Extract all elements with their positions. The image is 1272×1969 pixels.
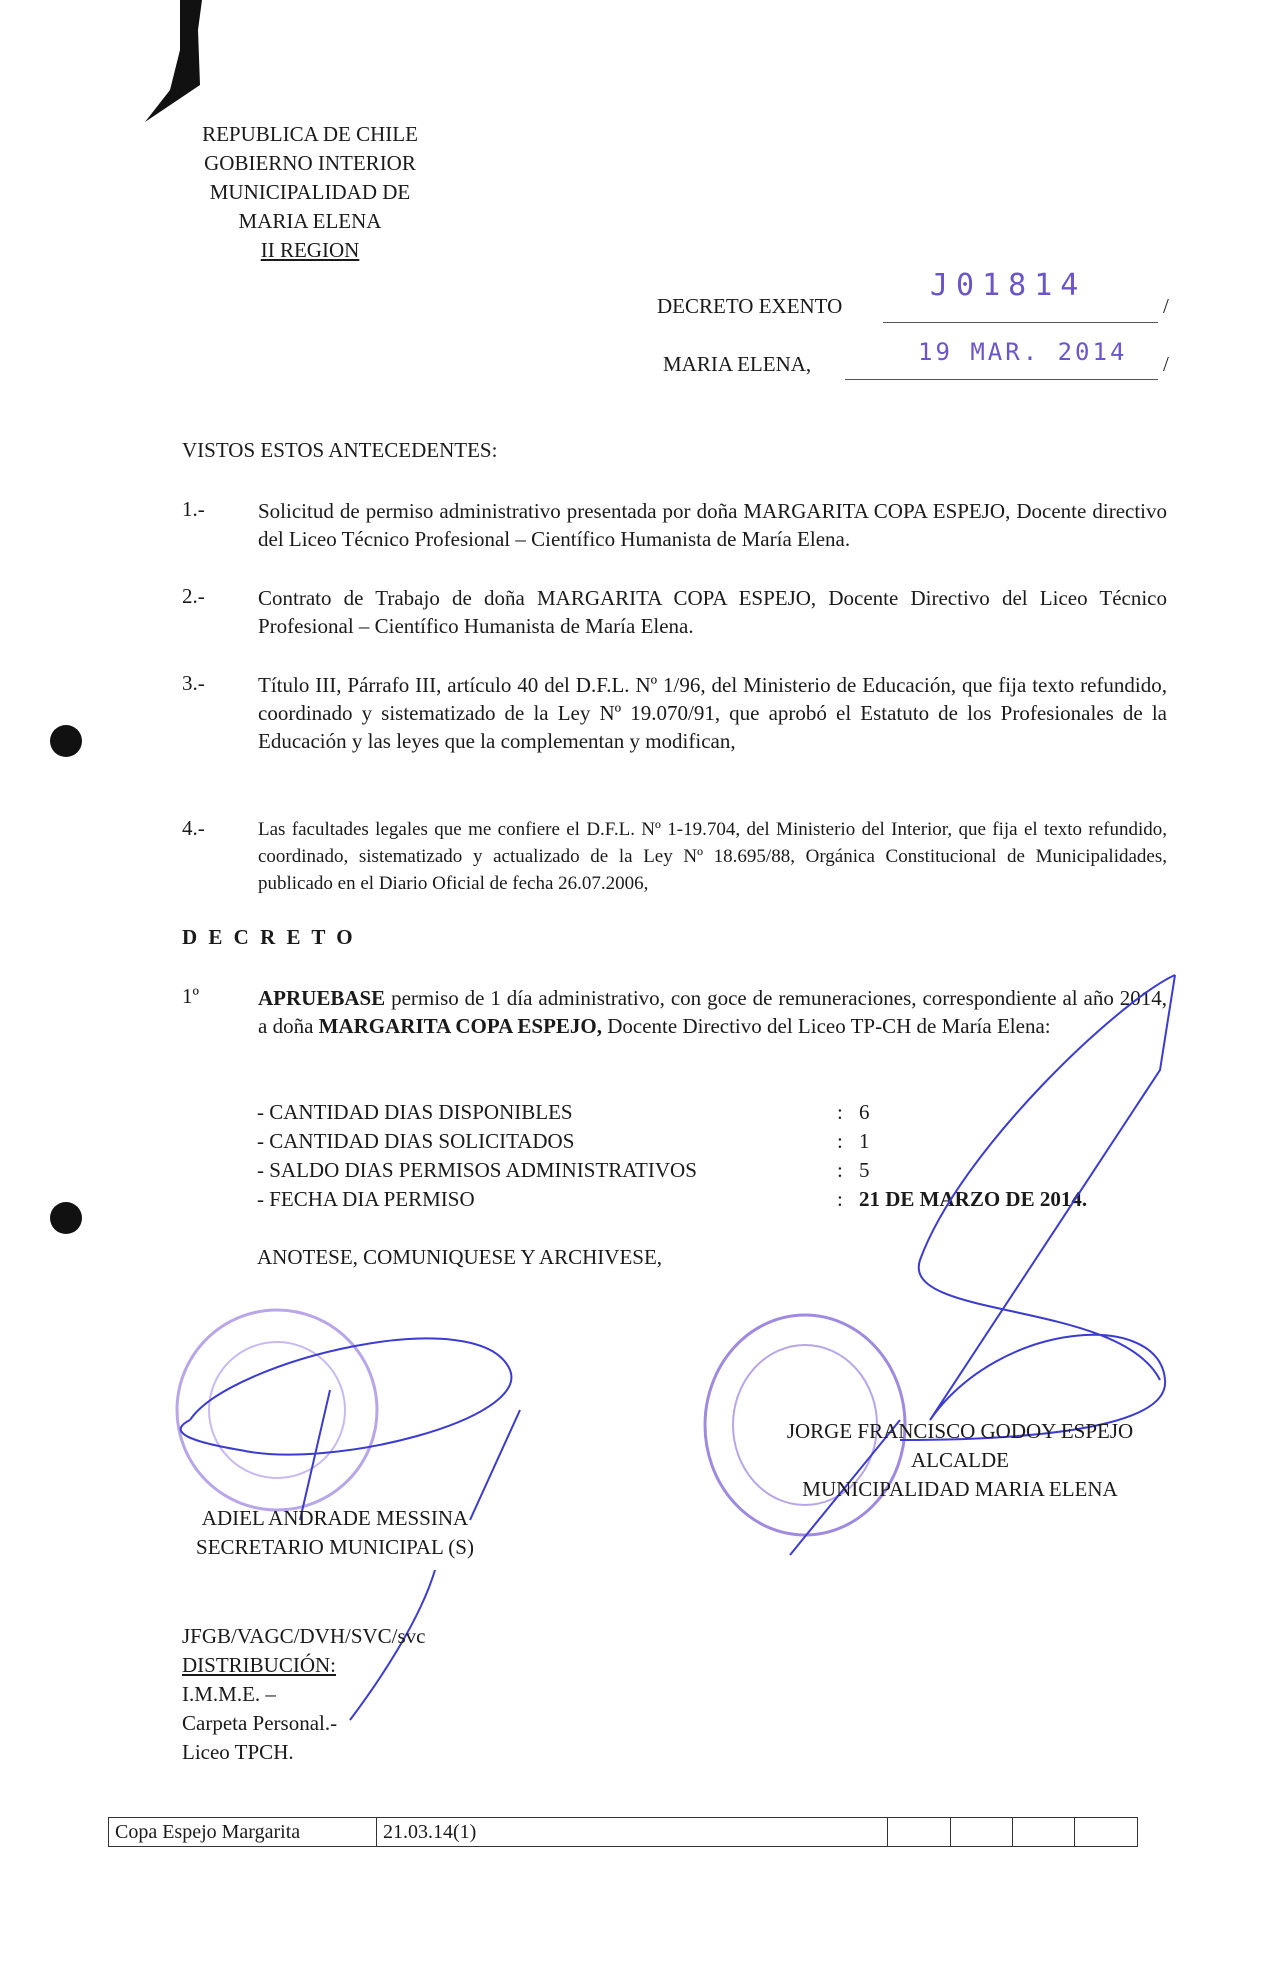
colon: : — [837, 1100, 843, 1124]
detail-label: - SALDO DIAS PERMISOS ADMINISTRATIVOS — [257, 1158, 697, 1182]
header-line: GOBIERNO INTERIOR — [204, 151, 416, 175]
item-number: 4.- — [182, 816, 205, 840]
item-number: 2.- — [182, 584, 205, 608]
permit-details — [257, 1098, 1157, 1214]
article-number: 1º — [182, 984, 200, 1008]
place-label: MARIA ELENA, — [663, 352, 812, 376]
header-line: MARIA ELENA — [238, 209, 382, 233]
table-cell — [950, 1818, 1012, 1847]
signer-organization: MUNICIPALIDAD MARIA ELENA — [802, 1477, 1118, 1501]
item-text: Solicitud de permiso administrativo presentada por doña MARGARITA COPA ESPEJO, Docente directivo del Liceo Técnico Profesional – Científico Humanista de María Elena. — [258, 499, 1167, 551]
slash: / — [1163, 352, 1169, 376]
vistos-title: VISTOS ESTOS ANTECEDENTES: — [182, 438, 498, 462]
signer-title: ALCALDE — [911, 1448, 1009, 1472]
detail-value: 21 DE MARZO DE 2014. — [859, 1187, 1088, 1211]
vistos-item — [182, 584, 1167, 640]
colon: : — [837, 1129, 843, 1153]
mayor-signature-block — [740, 1417, 1180, 1504]
header-line: REPUBLICA DE CHILE — [202, 122, 418, 146]
table-cell — [1075, 1818, 1138, 1847]
detail-value: 1 — [859, 1129, 870, 1153]
distribution-item: Liceo TPCH. — [182, 1740, 294, 1764]
decree-number-stamp: J01814 — [930, 268, 1087, 303]
distribution-title: DISTRIBUCIÓN: — [182, 1653, 337, 1677]
decreto-title: D E C R E T O — [182, 925, 356, 949]
table-cell — [888, 1818, 950, 1847]
colon: : — [837, 1158, 843, 1182]
item-text: Título III, Párrafo III, artículo 40 del D.F.L. Nº 1/96, del Ministerio de Educación, que fija texto refundido, coordinado y sistematizado de la Ley Nº 19.070/91, que aprobó el Estatuto de los Profesionales de la Educación y las leyes que la complementan y modifican, — [258, 673, 1167, 753]
approve-keyword: APRUEBASE — [258, 986, 386, 1010]
decreto-article — [182, 984, 1167, 1040]
header-line: MUNICIPALIDAD DE — [209, 180, 411, 204]
closing-formula: ANOTESE, COMUNIQUESE Y ARCHIVESE, — [257, 1245, 663, 1269]
item-number: 3.- — [182, 671, 205, 695]
table-cell — [1013, 1818, 1075, 1847]
table-cell: 21.03.14(1) — [377, 1818, 888, 1847]
binder-hole — [50, 1202, 82, 1234]
item-text: Contrato de Trabajo de doña MARGARITA COPA ESPEJO, Docente Directivo del Liceo Técnico Profesional – Científico Humanista de María Elena. — [258, 586, 1167, 638]
decree-number-line — [883, 322, 1158, 323]
distribution-item: I.M.M.E. – — [182, 1682, 276, 1706]
secretary-signature-block — [150, 1504, 520, 1562]
signer-name: JORGE FRANCISCO GODOY ESPEJO — [786, 1419, 1134, 1443]
vistos-item — [182, 497, 1167, 553]
detail-label: - FECHA DIA PERMISO — [257, 1187, 475, 1211]
article-text: permiso de 1 día administrativo, con goce de remuneraciones, correspondiente al año 2014, a doña — [258, 986, 1167, 1038]
reference-initials: JFGB/VAGC/DVH/SVC/svc — [182, 1624, 426, 1648]
distribution-item: Carpeta Personal.- — [182, 1711, 338, 1735]
table-cell: Copa Espejo Margarita — [109, 1818, 377, 1847]
binder-hole — [50, 725, 82, 757]
vistos-item — [182, 671, 1167, 755]
detail-label: - CANTIDAD DIAS DISPONIBLES — [257, 1100, 573, 1124]
detail-value: 6 — [859, 1100, 870, 1124]
decree-label: DECRETO EXENTO — [657, 294, 843, 318]
detail-label: - CANTIDAD DIAS SOLICITADOS — [257, 1129, 575, 1153]
signer-name: ADIEL ANDRADE MESSINA — [201, 1506, 469, 1530]
detail-value: 5 — [859, 1158, 870, 1182]
employee-name: MARGARITA COPA ESPEJO, — [318, 1014, 602, 1038]
item-text: Las facultades legales que me confiere el D.F.L. Nº 1-19.704, del Ministerio del Interior, que fija el texto refundido, coordinado, sistematizado y actualizado de la Ley Nº 18.695/88, Orgánica Constitucional de Municipalidades, publicado en el Diario Oficial de fecha 26.07.2006, — [258, 819, 1167, 894]
table-row — [109, 1818, 1138, 1847]
item-number: 1.- — [182, 497, 205, 521]
slash: / — [1163, 294, 1169, 318]
header-region: II REGION — [260, 238, 360, 262]
vistos-item — [182, 816, 1167, 897]
date-stamp: 19 MAR. 2014 — [918, 338, 1128, 366]
distribution-block — [182, 1622, 426, 1767]
issuer-header — [170, 120, 450, 265]
signer-title: SECRETARIO MUNICIPAL (S) — [196, 1535, 474, 1559]
secretary-seal — [155, 1305, 400, 1515]
colon: : — [837, 1187, 843, 1211]
date-line — [845, 379, 1158, 380]
registry-table — [108, 1817, 1138, 1847]
torn-corner-mark — [140, 0, 220, 125]
article-text: Docente Directivo del Liceo TP-CH de María Elena: — [601, 1014, 1051, 1038]
